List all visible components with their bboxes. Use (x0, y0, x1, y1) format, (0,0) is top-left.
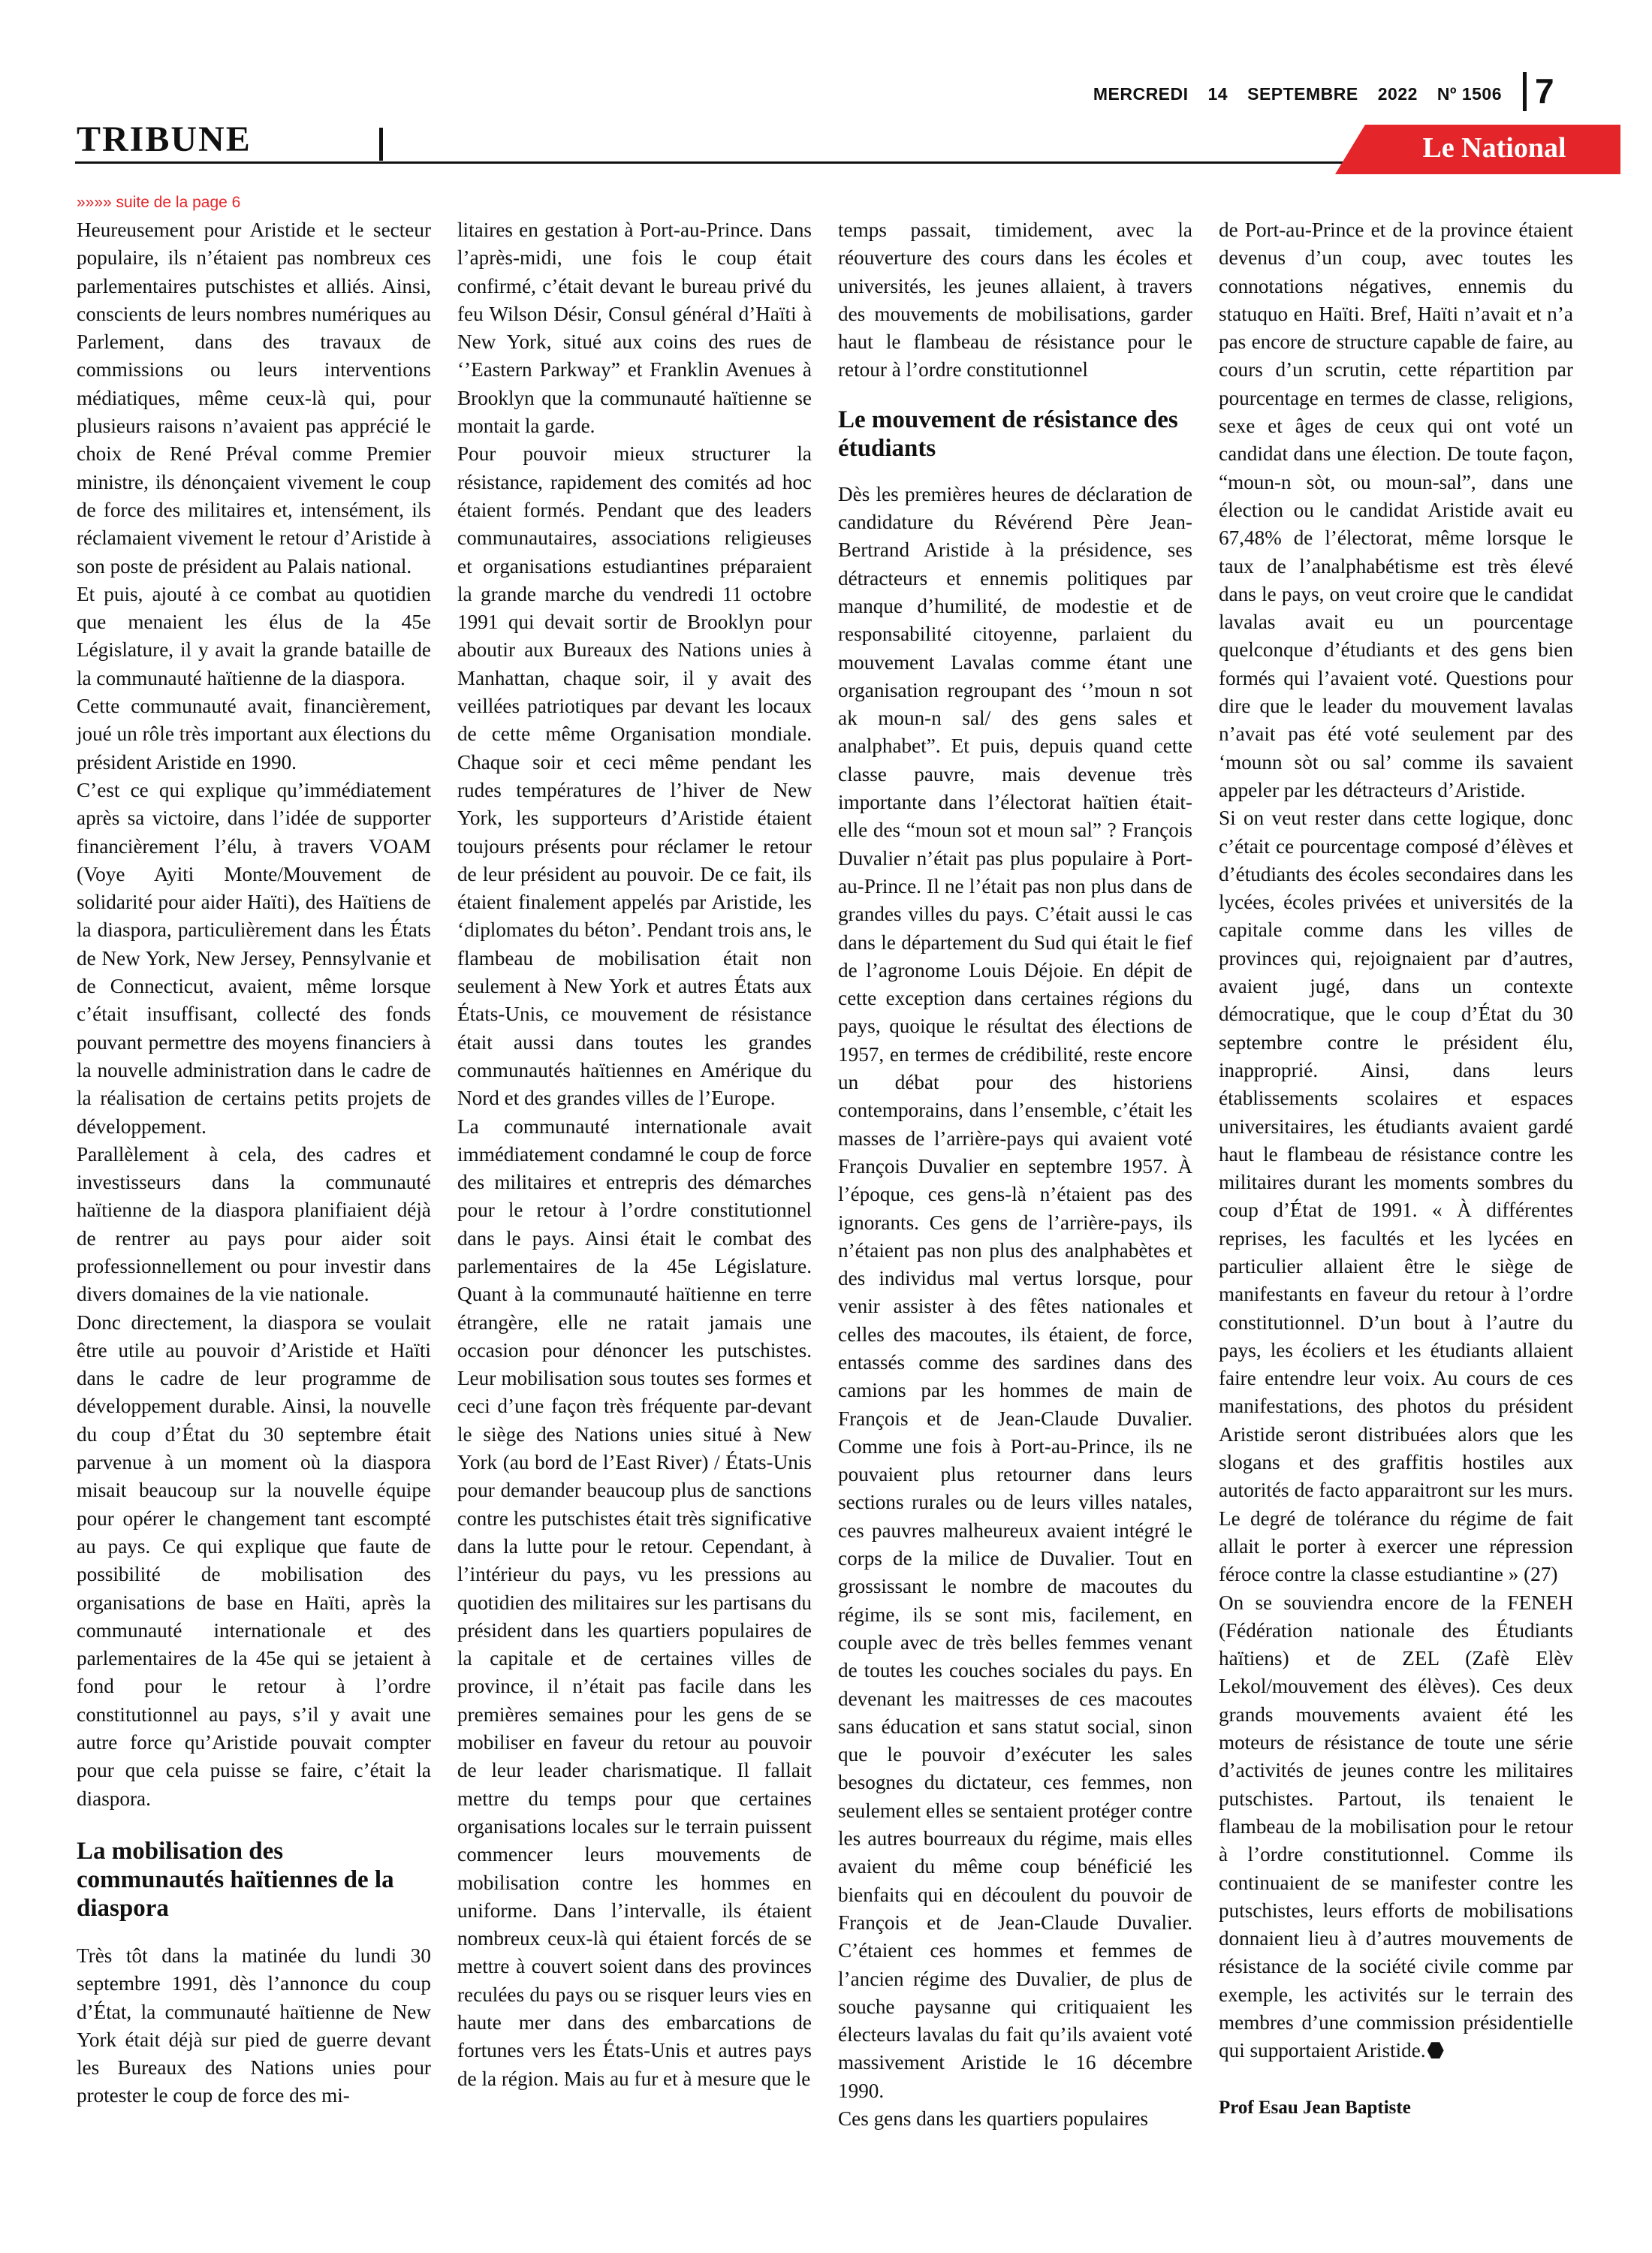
paragraph-text: On se souviendra encore de la FENEH (Fédération nationale des Étudiants haïtiens) et de ZEL (Zafè Elèv Lekol/mouvement des élèves). Ces deux grands mouvements avaient été les moteurs de résistance de toute une série d’activités de jeunes contre les militaires putschistes. Partout, ils tenaient le flambeau de la mobilisation pour le retour à l’ordre constitutionnel. Comme ils continuaient de se manifester contre les putschistes, leurs efforts de mobilisations donnaient lieu à d’autres mouvements de résistance de la société civile comme par exemple, les activités sur le terrain des membres d’une commission présidentielle qui supportaient Aristide. (1219, 1591, 1573, 2062)
header-month: SEPTEMBRE (1247, 84, 1358, 104)
paragraph: La communauté internationale avait immédiatement condamné le coup de force des militaires et entrepris des démarches pour le retour à l’ordre constitutionnel dans le pays. Ainsi était le combat des parlementaires de la 45e Législature. Quant à la communauté haïtienne en terre étrangère, elle ne ratait jamais une occasion pour dénoncer les putschistes. Leur mobilisation sous toutes ses formes et ceci d’une façon très fréquente par-devant le siège des Nations unies situé à New York (au bord de l’East River) / États-Unis pour demander beaucoup plus de sanctions contre les putschistes était très significative dans la lutte pour le retour. Cependant, à l’intérieur du pays, vu les pressions au quotidien des militaires sur les partisans du président dans les quartiers populaires de la capitale et de certaines villes de province, il n’était pas facile dans les premières semaines pour les gens de se mobiliser en faveur du retour au pouvoir de leur leader charismatique. Il fallait mettre du temps pour que certaines organisations locales sur le terrain puissent commencer leurs mouvements de mobilisation contre les hommes en uniforme. Dans l’intervalle, ils étaient nombreux ceux-là qui étaient forcés de se mettre à couvert soient dans des provinces reculées du pays ou se risquer leurs vies en haute mer dans des embarcations de fortunes vers les États-Unis et autres pays de la région. Mais au fur et à mesure que le (457, 1114, 812, 2090)
paragraph (1219, 1589, 1573, 2065)
paragraph: Pour pouvoir mieux structurer la résistance, rapidement des comités ad hoc étaient formés. Pendant que des leaders communautaires, associations religieuses et organisations estudiantines préparaient la grande marche du vendredi 11 octobre 1991 qui devait sortir de Brooklyn pour aboutir aux Bureaux des Nations unies à Manhattan, chaque soir, il y avait des veillées patriotiques par devant les locaux de cette même Organisation mondiale. Chaque soir et ceci même pendant les rudes températures de l’hiver de New York, les supporteurs d’Aristide étaient toujours présents pour réclamer le retour de leur président au pouvoir. De ce fait, ils étaient finalement appelés par Aristide, les ‘diplomates du béton’. Pendant trois ans, le flambeau de mobilisation était non seulement à New York et autres États aux États-Unis, ce mouvement de résistance était aussi dans toutes les grandes communautés haïtiennes en Amérique du Nord et des grandes villes de l’Europe. (457, 442, 812, 1110)
paragraph: temps passait, timidement, avec la réouverture des cours dans les écoles et universités, les jeunes allaient, à travers des mouvements de mobilisations, garder haut le flambeau de résistance pour le retour à l’ordre constitutionnel (838, 219, 1192, 382)
author-signature: Prof Esau Jean Baptiste (1219, 2097, 1411, 2118)
paragraph: Si on veut rester dans cette logique, donc c’était ce pourcentage composé d’élèves et d’étudiants des écoles secondaires dans les lycées, écoles privées et universités de la capitale comme dans les villes de provinces qui, rejoignaient par d’autres, avaient jugé, dans un contexte démocratique, que le coup d’État du 30 septembre contre le président élu, inapproprié. Ainsi, dans leurs établissements scolaires et espaces universitaires, les étudiants avaient gardé haut le flambeau de résistance contre les militaires durant les moments sombres du coup d’État de 1991. « À différentes reprises, les facultés et les lycées en particulier allaient être le siège de manifestants en faveur du retour à l’ordre constitutionnel. D’un bout à l’autre du pays, les écoliers et les étudiants allaient faire entendre leur voix. Au cours de ces manifestations, des photos du président Aristide seront distribuées alors que les slogans et des graffitis hostiles aux autorités de facto apparaitront sur les murs. Le degré de tolérance du régime de fait allait le porter à exercer une répression féroce contre la classe estudiantine » (27) (1219, 807, 1573, 1586)
paragraph: Et puis, ajouté à ce combat au quotidien que menaient les élus de la 45e Législature, il y avait la grande bataille de la communauté haïtienne de la diaspora. (77, 582, 431, 689)
paragraph: Très tôt dans la matinée du lundi 30 septembre 1991, dès l’annonce du coup d’État, la communauté haïtienne de New York était déjà sur pied de guerre devant les Bureaux des Nations unies pour protester le coup de force des mi- (77, 1944, 431, 2107)
page-number: 7 (1535, 71, 1554, 110)
paragraph: Donc directement, la diaspora se voulait être utile au pouvoir d’Aristide et Haïti dans le cadre de leur programme de développement durable. Ainsi, la nouvelle du coup d’État du 30 septembre était parvenue à un moment où la diaspora misait beaucoup sur la nouvelle équipe pour opérer le changement tant escompté au pays. Ce qui explique que faute de possibilité de mobilisation des organisations de base en Haïti, après la communauté internationale et des parlementaires de la 45e qui se jetaient à fond pour le retour à l’ordre constitutionnel au pays, s’il y avait une autre force qu’Aristide pouvait compter pour que cela puisse se faire, c’était la diaspora. (77, 1310, 431, 1810)
paragraph: Parallèlement à cela, des cadres et investisseurs dans la communauté haïtienne de la diaspora planifiaient déjà de rentrer au pays pour aider soit professionnellement ou pour investir dans divers domaines de la vie nationale. (77, 1142, 431, 1306)
header-day: MERCREDI (1093, 84, 1189, 104)
article-column-2 (457, 216, 812, 2093)
masthead-info (1051, 84, 1502, 104)
paragraph: Heureusement pour Aristide et le secteur populaire, ils n’étaient pas nombreux ces parlementaires putschistes et alliés. Ainsi, conscients de leurs nombres numériques au Parlement, dans des travaux de commissions ou leurs interventions médiatiques, même ceux-là qui, pour plusieurs raisons n’avaient pas apprécié le choix de René Préval comme Premier ministre, ils dénonçaient vivement le coup de force des militaires et, intensément, ils réclamaient vivement le retour d’Aristide à son poste de président au Palais national. (77, 219, 431, 578)
subheading: La mobilisation des communautés haïtiennes de la diaspora (77, 1837, 394, 1922)
header-date: 14 (1207, 84, 1228, 104)
paragraph: C’est ce qui explique qu’immédiatement après sa victoire, dans l’idée de supporter financièrement l’élu, à travers VOAM (Voye Ayiti Monte/Mouvement de solidarité pour aider Haïti), des Haïtiens de la diaspora, particulièrement dans les États de New York, New Jersey, Pennsylvanie et de Connecticut, avaient, même lorsque c’était insuffisant, collecté des fonds pouvant permettre des moyens financiers à la nouvelle administration dans le cadre de la réalisation de certains petits projets de développement. (77, 778, 431, 1138)
header-issue: Nº 1506 (1436, 84, 1502, 104)
continued-from-link[interactable]: »»»» suite de la page 6 (77, 194, 241, 211)
article-column-3 (838, 216, 1192, 2133)
paragraph: litaires en gestation à Port-au-Prince. Dans l’après-midi, une fois le coup était confirmé, c’était devant le bureau privé du feu Wilson Désir, Consul général d’Haïti à New York, situé aux coins des rues de ‘’Eastern Parkway” et Franklin Avenues à Brooklyn que la communauté haïtienne se montait la garde. (457, 219, 812, 438)
paragraph: Cette communauté avait, financièrement, joué un rôle très important aux élections du président Aristide en 1990. (77, 695, 431, 774)
page-number-divider (1523, 72, 1527, 111)
section-divider (379, 128, 383, 161)
section-title: TRIBUNE (77, 119, 252, 159)
header-rule (75, 161, 1352, 164)
brand-name: Le National (1422, 132, 1566, 164)
paragraph: de Port-au-Prince et de la province étaient devenus d’un coup, avec toutes les connotations négatives, ennemis du statuquo en Haïti. Bref, Haïti n’avait et n’a pas encore de structure capable de faire, au cours d’un scrutin, cette répartition par pourcentage en termes de classe, religions, sexe et âges de ceux qui ont voté un candidat dans une élection. De toute façon, “moun-n sòt, ou moun-sal”, dans une élection ou le candidat Aristide avait eu 67,48% de l’électorat, même lorsque le taux de l’analphabétisme est très élevé dans le pays, on veut croire que le candidat lavalas avait eu un pourcentage quelconque d’étudiants et des gens bien formés qui l’avaient voté. Questions pour dire que le leader du mouvement lavalas n’avait pas été voté seulement par des ‘mounn sòt ou sal’ comme ils savaient appeler par les détracteurs d’Aristide. (1219, 219, 1573, 801)
header-year: 2022 (1377, 84, 1418, 104)
end-of-article-icon (1427, 2042, 1444, 2058)
paragraph: Dès les premières heures de déclaration de candidature du Révérend Père Jean-Bertrand Aristide à la présidence, ses détracteurs et ennemis politiques par manque d’humilité, de modestie et de responsabilité citoyenne, parlaient du mouvement Lavalas comme étant une organisation regroupant des ‘’moun n sot ak moun-n sal/ des gens sales et analphabet”. Et puis, depuis quand cette classe pauvre, mais devenue très importante dans l’électorat haïtien était-elle des “moun sot et moun sal” ? François Duvalier n’était pas plus populaire à Port-au-Prince. Il ne l’était pas non plus dans de grandes villes du pays. C’était aussi le cas dans le département du Sud qui était le fief de l’agronome Louis Déjoie. En dépit de cette exception dans certaines régions du pays, quoique le résultat des élections de 1957, en termes de crédibilité, reste encore un débat pour des historiens contemporains, dans l’ensemble, c’était les masses de l’arrière-pays qui avaient voté François Duvalier en septembre 1957. À l’époque, ces gens-là n’étaient pas des ignorants. Ces gens de l’arrière-pays, ils n’étaient pas non plus des analphabètes et des individus mal vertus lorsque, pour venir assister à des fêtes nationales et celles des macoutes, ils étaient, de force, entassés comme des sardines dans des camions par les hommes de main de François et de Jean-Claude Duvalier. Comme une fois à Port-au-Prince, ils ne pouvaient plus retourner dans leurs sections rurales ou de leurs villes natales, ces pauvres malheureux avaient intégré le corps de la milice de Duvalier. Tout en grossissant le nombre de macoutes du régime, ils se sont mis, facilement, en couple avec de très belles femmes venant de toutes les couches sociales du pays. En devenant les maitresses de ces macoutes sans éducation et sans statut social, sinon que le pouvoir d’exécuter les sales besognes du dictateur, ces femmes, non seulement elles se sentaient protéger contre les autres bourreaux du régime, mais elles avaient du même coup bénéficié les bienfaits qui en découlent du pouvoir de François et de Jean-Claude Duvalier. C’étaient ces hommes et femmes de l’ancien régime des Duvalier, de plus de souche paysanne qui critiquaient les électeurs lavalas du fait qu’ils avaient voté massivement Aristide le 16 décembre 1990. (838, 482, 1192, 2102)
article-column-1 (77, 216, 431, 2110)
article-column-4 (1219, 216, 1573, 2122)
paragraph: Ces gens dans les quartiers populaires (838, 2107, 1149, 2130)
subheading: Le mouvement de résistance des étudiants (838, 406, 1178, 462)
